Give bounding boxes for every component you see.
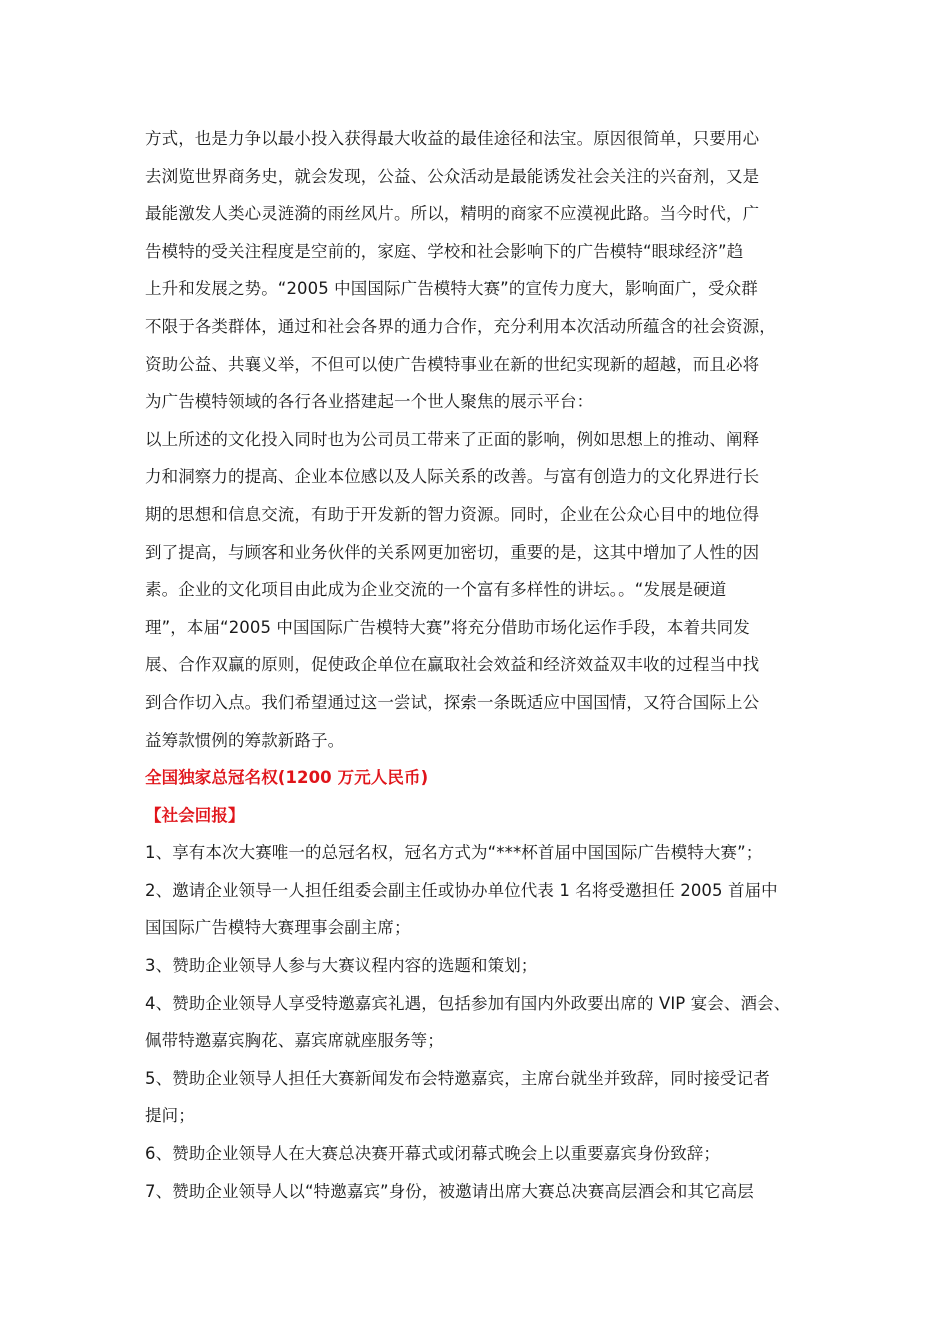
text-line: 上升和发展之势。“2005 中国国际广告模特大赛”的宣传力度大，影响面广，受众群 bbox=[145, 279, 758, 299]
text-line: 益筹款惯例的筹款新路子。 bbox=[145, 730, 345, 750]
text-line: 最能激发人类心灵涟漪的雨丝风片。所以，精明的商家不应漠视此路。当今时代，广 bbox=[145, 204, 760, 224]
returns-list bbox=[145, 834, 825, 1210]
text-line: 素。企业的文化项目由此成为企业交流的一个富有多样性的讲坛。。“发展是硬道 bbox=[145, 580, 727, 600]
text-line: 展、合作双赢的原则，促使政企单位在赢取社会效益和经济效益双丰收的过程当中找 bbox=[145, 655, 760, 675]
text-line: 到合作切入点。我们希望通过这一尝试，探索一条既适应中国国情，又符合国际上公 bbox=[145, 692, 760, 712]
paragraph-culture bbox=[145, 421, 825, 759]
list-item: 3、赞助企业领导人参与大赛议程内容的选题和策划； bbox=[145, 956, 538, 976]
list-item: 佩带特邀嘉宾胸花、嘉宾席就座服务等； bbox=[145, 1031, 444, 1051]
document-body bbox=[145, 120, 825, 1210]
text-line: 以上所述的文化投入同时也为公司员工带来了正面的影响，例如思想上的推动、阐释 bbox=[145, 429, 760, 449]
list-item: 1、享有本次大赛唯一的总冠名权，冠名方式为“***杯首届中国国际广告模特大赛”； bbox=[145, 843, 763, 863]
text-line: 期的思想和信息交流，有助于开发新的智力资源。同时，企业在公众心目中的地位得 bbox=[145, 504, 760, 524]
list-item: 国国际广告模特大赛理事会副主席； bbox=[145, 918, 411, 938]
text-line: 方式，也是力争以最小投入获得最大收益的最佳途径和法宝。原因很简单，只要用心 bbox=[145, 129, 760, 148]
text-line: 资助公益、共襄义举，不但可以使广告模特事业在新的世纪实现新的超越，而且必将 bbox=[145, 354, 760, 374]
heading-social-returns: 【社会回报】 bbox=[145, 805, 245, 825]
list-item: 2、邀请企业领导一人担任组委会副主任或协办单位代表 1 名将受邀担任 2005 首届中 bbox=[145, 880, 778, 900]
heading-title-sponsorship: 全国独家总冠名权(1200 万元人民币) bbox=[145, 768, 429, 788]
text-line: 理”，本届“2005 中国国际广告模特大赛”将充分借助市场化运作手段，本着共同发 bbox=[145, 617, 750, 637]
text-line: 不限于各类群体，通过和社会各界的通力合作，充分利用本次活动所蕴含的社会资源， bbox=[145, 316, 776, 336]
text-line: 力和洞察力的提高、企业本位感以及人际关系的改善。与富有创造力的文化界进行长 bbox=[145, 467, 760, 487]
text-line: 到了提高，与顾客和业务伙伴的关系网更加密切，重要的是，这其中增加了人性的因 bbox=[145, 542, 760, 562]
text-line: 去浏览世界商务史，就会发现，公益、公众活动是最能诱发社会关注的兴奋剂，又是 bbox=[145, 166, 760, 186]
list-item: 5、赞助企业领导人担任大赛新闻发布会特邀嘉宾，主席台就坐并致辞，同时接受记者 bbox=[145, 1068, 770, 1088]
list-item: 7、赞助企业领导人以“特邀嘉宾”身份，被邀请出席大赛总决赛高层酒会和其它高层 bbox=[145, 1181, 754, 1201]
list-item: 提问； bbox=[145, 1106, 195, 1126]
text-line: 告模特的受关注程度是空前的，家庭、学校和社会影响下的广告模特“眼球经济”趋 bbox=[145, 241, 744, 261]
list-item: 4、赞助企业领导人享受特邀嘉宾礼遇，包括参加有国内外政要出席的 VIP 宴会、酒会、 bbox=[145, 993, 791, 1013]
list-item: 6、赞助企业领导人在大赛总决赛开幕式或闭幕式晚会上以重要嘉宾身份致辞； bbox=[145, 1144, 720, 1164]
text-line: 为广告模特领域的各行各业搭建起一个世人聚焦的展示平台： bbox=[145, 392, 594, 412]
paragraph-benefits bbox=[145, 120, 825, 421]
